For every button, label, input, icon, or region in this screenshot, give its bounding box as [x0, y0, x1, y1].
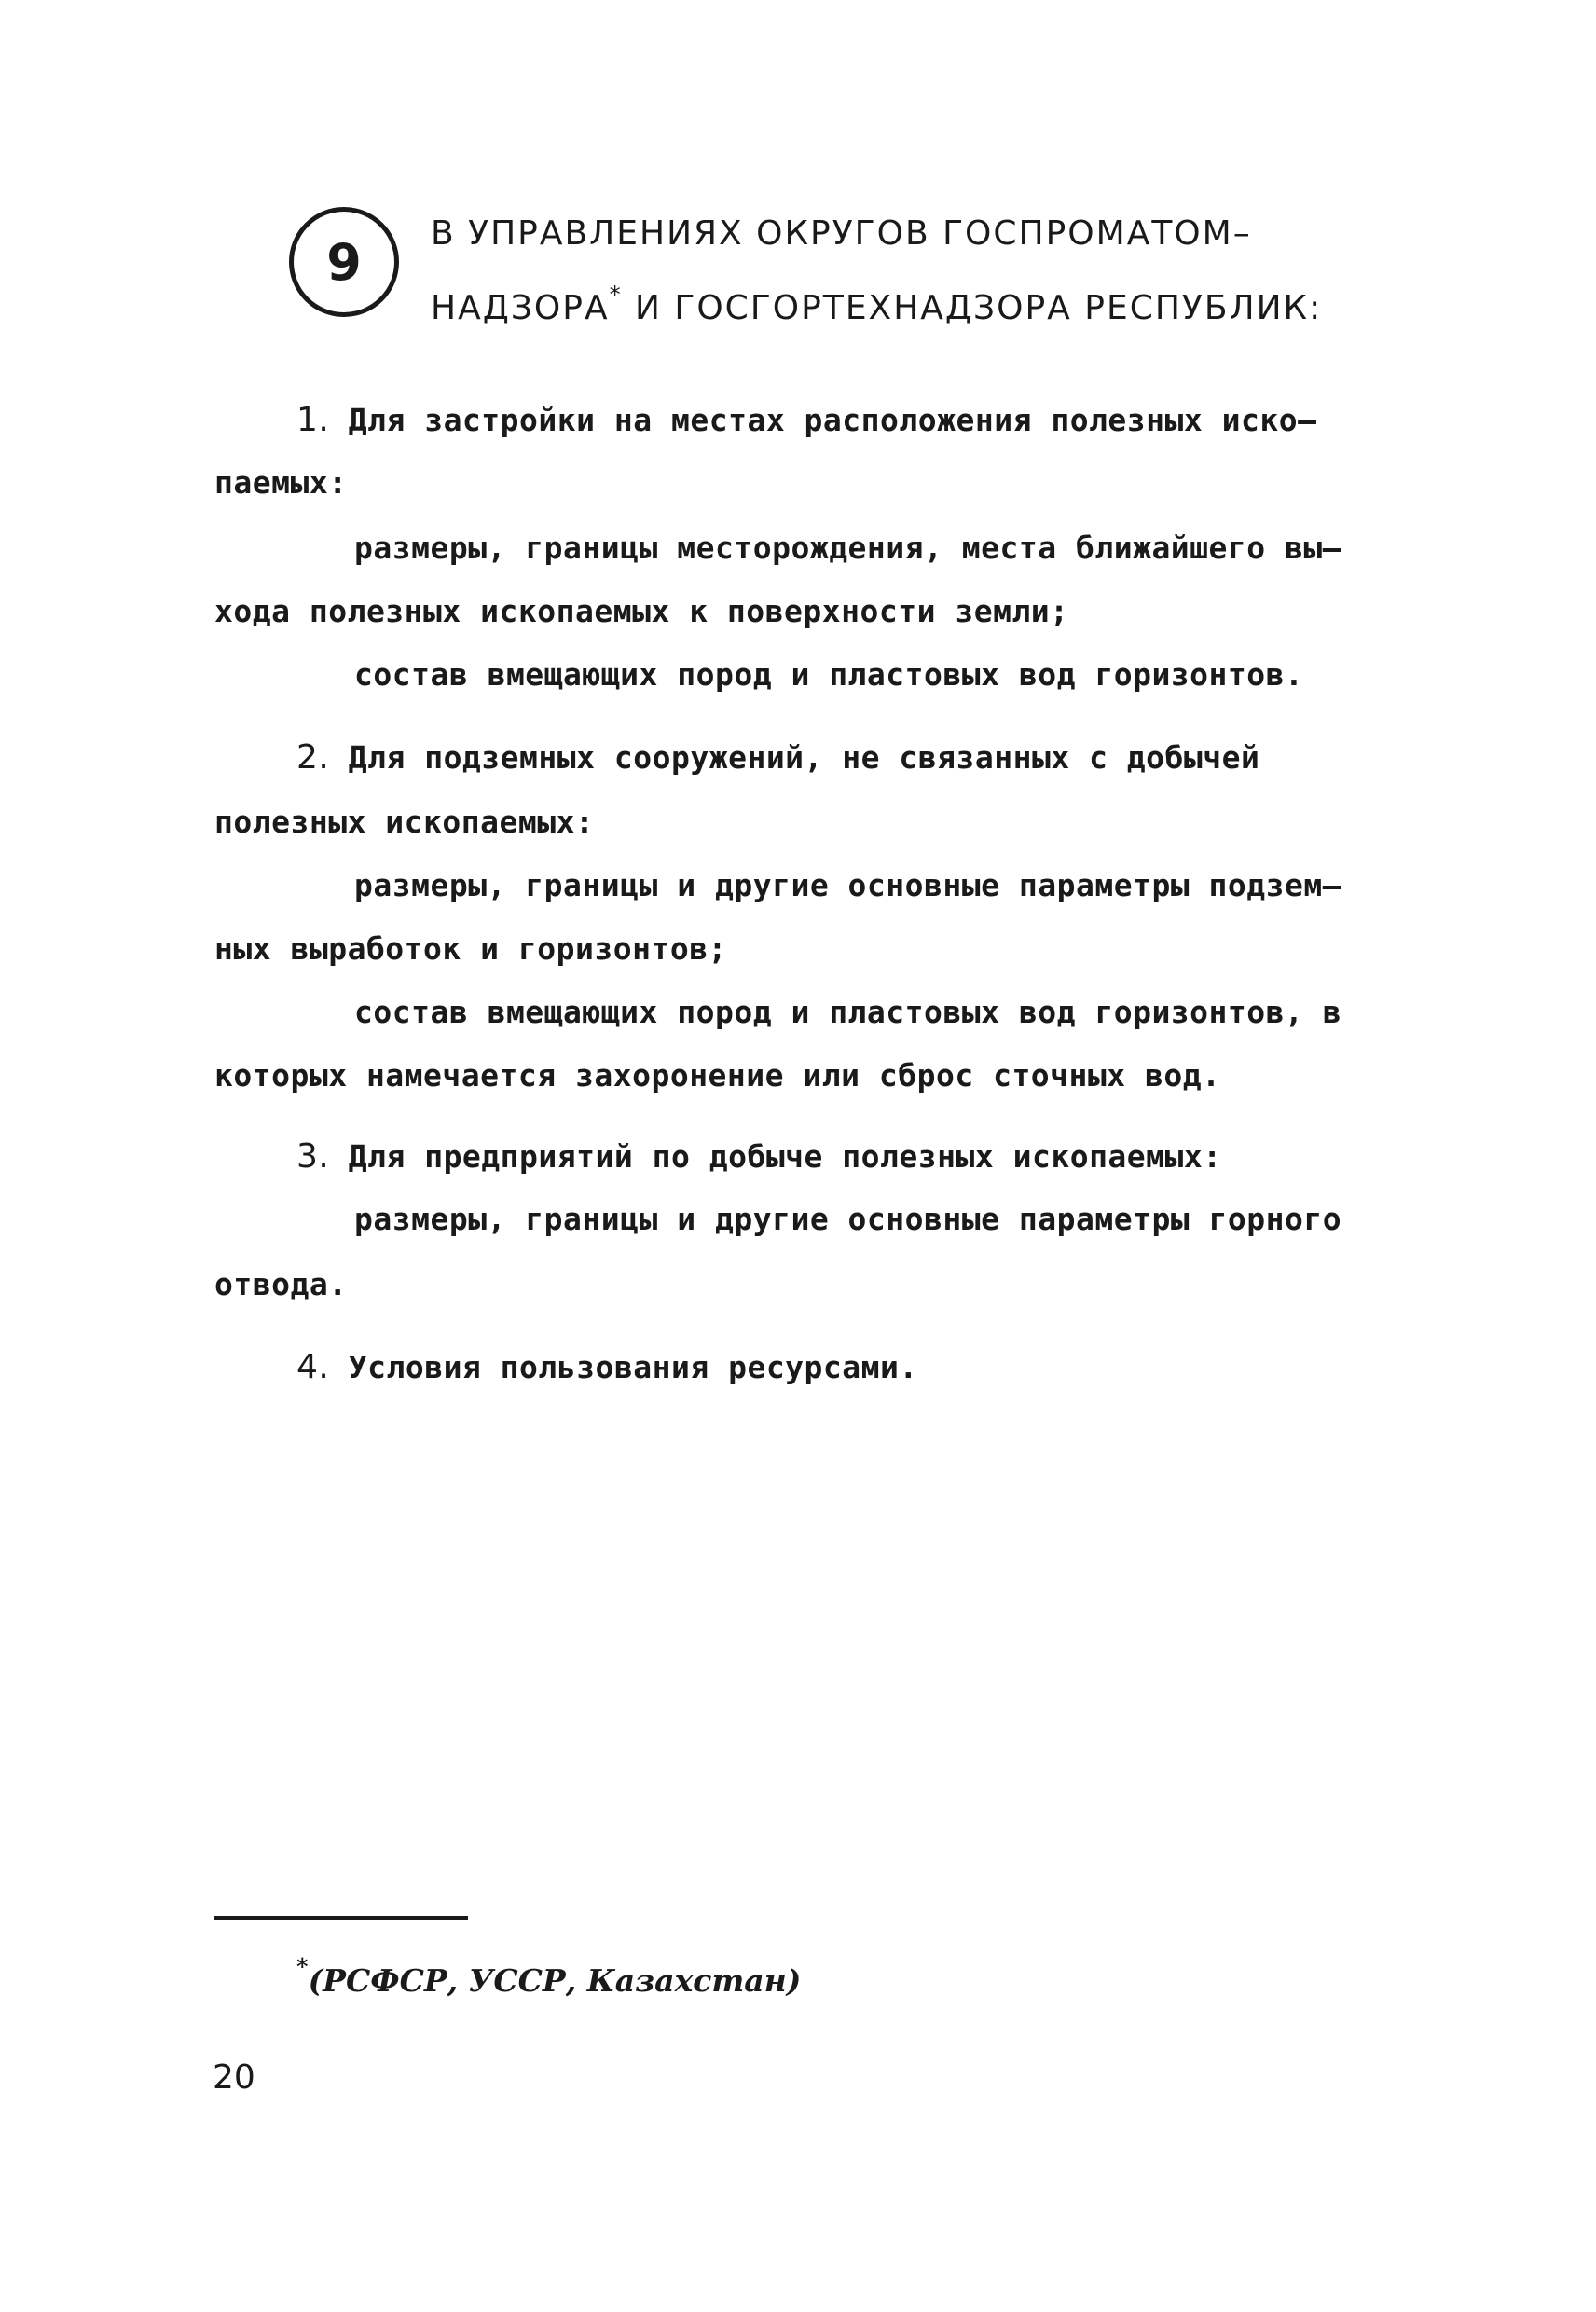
item-3-sub-1: размеры, границы и другие основные параметры горного: [354, 1201, 1342, 1237]
item-1-title-text: Для застройки на местах расположения полезных иско–: [329, 402, 1317, 438]
section-number: 9: [326, 232, 362, 292]
item-1-sub-1-cont: хода полезных ископаемых к поверхности земли;: [214, 593, 1069, 629]
footnote-mark: *: [296, 1953, 309, 1980]
item-1-sub-1: размеры, границы месторождения, места ближайшего вы–: [354, 530, 1342, 566]
item-4-title-text: Условия пользования ресурсами.: [329, 1349, 918, 1385]
item-2-sub-2: состав вмещающих пород и пластовых вод горизонтов, в: [354, 994, 1342, 1030]
item-2-title: [296, 738, 1259, 777]
item-4-title: [296, 1348, 918, 1386]
footnote-separator: [214, 1916, 468, 1920]
item-1-sub-2: состав вмещающих пород и пластовых вод горизонтов.: [354, 656, 1304, 693]
item-2-sub-1-cont: ных выработок и горизонтов;: [214, 930, 727, 967]
section-heading-line-2: [431, 282, 1322, 327]
item-3-sub-1-cont: отвода.: [214, 1266, 348, 1302]
item-2-number: 2.: [296, 738, 330, 777]
footnote: [296, 1953, 801, 1999]
heading-part-a: НАДЗОРА: [431, 289, 610, 327]
section-heading-line-1: В УПРАВЛЕНИЯХ ОКРУГОВ ГОСПРОМАТОМ–: [431, 214, 1252, 253]
item-2-title-cont: полезных ископаемых:: [214, 804, 595, 840]
item-2-title-text: Для подземных сооружений, не связанных с добычей: [329, 739, 1260, 776]
heading-footnote-mark: *: [609, 282, 623, 308]
footnote-text: (РСФСР, УССР, Казахстан): [308, 1962, 802, 1999]
item-3-number: 3.: [296, 1137, 330, 1176]
item-4-number: 4.: [296, 1348, 330, 1386]
heading-part-b: И ГОСГОРТЕХНАДЗОРА РЕСПУБЛИК:: [622, 289, 1323, 327]
item-2-sub-1: размеры, границы и другие основные параметры подзем–: [354, 867, 1342, 903]
item-2-sub-2-cont: которых намечается захоронение или сброс сточных вод.: [214, 1057, 1221, 1094]
item-1-number: 1.: [296, 401, 330, 439]
item-3-title-text: Для предприятий по добыче полезных ископаемых:: [329, 1138, 1222, 1175]
item-1-title-cont: паемых:: [214, 464, 348, 501]
section-number-circle: [289, 207, 399, 317]
item-3-title: [296, 1137, 1222, 1176]
page-number: 20: [213, 2058, 255, 2097]
item-1-title: [296, 401, 1316, 439]
